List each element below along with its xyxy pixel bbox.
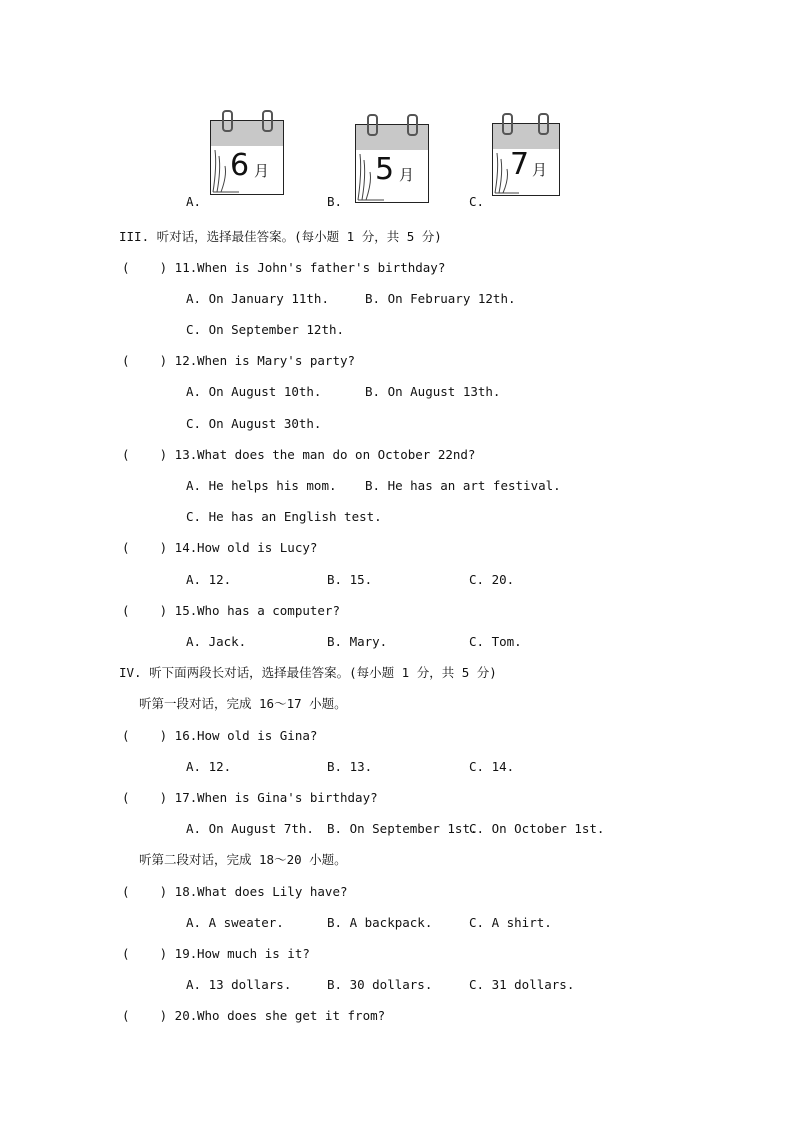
part-1-instruction: 听第一段对话，完成 16～17 小题。 [139, 696, 347, 711]
question-prefix: ( ) 16. [122, 728, 198, 743]
section-3-title: III. 听对话，选择最佳答案。(每小题 1 分，共 5 分) [119, 229, 442, 244]
calendar-number: 6 [230, 148, 250, 183]
question-text: When is Mary's party? [197, 353, 356, 368]
calendar-number: 7 [510, 147, 530, 182]
calendar-month: 月 [532, 161, 548, 179]
option-c: C. On September 12th. [186, 322, 345, 337]
calendar-month: 月 [254, 162, 270, 180]
calendar-may-image [355, 114, 429, 200]
option-a: A. On August 7th. [186, 821, 314, 836]
option-b: B. He has an art festival. [365, 478, 561, 493]
section-4-title: IV. 听下面两段长对话，选择最佳答案。(每小题 1 分，共 5 分) [119, 665, 497, 680]
question-prefix: ( ) 17. [122, 790, 198, 805]
option-c: C. He has an English test. [186, 509, 382, 524]
option-c: C. A shirt. [469, 915, 552, 930]
option-b: B. On February 12th. [365, 291, 516, 306]
question-prefix: ( ) 18. [122, 884, 198, 899]
option-a: A. On August 10th. [186, 384, 322, 399]
option-c-label: C. [469, 194, 485, 209]
calendar-month: 月 [399, 166, 415, 184]
option-c: C. 31 dollars. [469, 977, 575, 992]
question-prefix: ( ) 13. [122, 447, 198, 462]
option-a: A. A sweater. [186, 915, 284, 930]
part-2-instruction: 听第二段对话，完成 18～20 小题。 [139, 852, 347, 867]
option-b: B. 15. [327, 572, 373, 587]
question-prefix: ( ) 19. [122, 946, 198, 961]
option-c: C. On October 1st. [469, 821, 605, 836]
option-b: B. A backpack. [327, 915, 433, 930]
option-a-label: A. [186, 194, 202, 209]
question-text: What does Lily have? [197, 884, 348, 899]
option-a: A. 12. [186, 759, 232, 774]
question-text: What does the man do on October 22nd? [197, 447, 476, 462]
option-c: C. Tom. [469, 634, 522, 649]
question-prefix: ( ) 14. [122, 540, 198, 555]
option-b-label: B. [327, 194, 343, 209]
option-a: A. He helps his mom. [186, 478, 337, 493]
question-prefix: ( ) 20. [122, 1008, 198, 1023]
option-c: C. On August 30th. [186, 416, 322, 431]
option-b: B. Mary. [327, 634, 388, 649]
option-c: C. 20. [469, 572, 515, 587]
calendar-number: 5 [375, 152, 395, 187]
option-b: B. On August 13th. [365, 384, 501, 399]
option-b: B. 30 dollars. [327, 977, 433, 992]
question-prefix: ( ) 11. [122, 260, 198, 275]
option-a: A. Jack. [186, 634, 247, 649]
question-text: When is Gina's birthday? [197, 790, 378, 805]
question-text: Who has a computer? [197, 603, 340, 618]
question-text: How much is it? [197, 946, 310, 961]
question-text: When is John's father's birthday? [197, 260, 446, 275]
option-c: C. 14. [469, 759, 515, 774]
question-text: How old is Gina? [197, 728, 318, 743]
question-text: How old is Lucy? [197, 540, 318, 555]
calendar-july-image [492, 113, 566, 199]
question-prefix: ( ) 12. [122, 353, 198, 368]
option-a: A. 13 dollars. [186, 977, 292, 992]
question-prefix: ( ) 15. [122, 603, 198, 618]
question-text: Who does she get it from? [197, 1008, 386, 1023]
option-a: A. 12. [186, 572, 232, 587]
option-b: B. On September 1st. [327, 821, 478, 836]
option-b: B. 13. [327, 759, 373, 774]
option-a: A. On January 11th. [186, 291, 329, 306]
calendar-june-image [210, 110, 284, 196]
